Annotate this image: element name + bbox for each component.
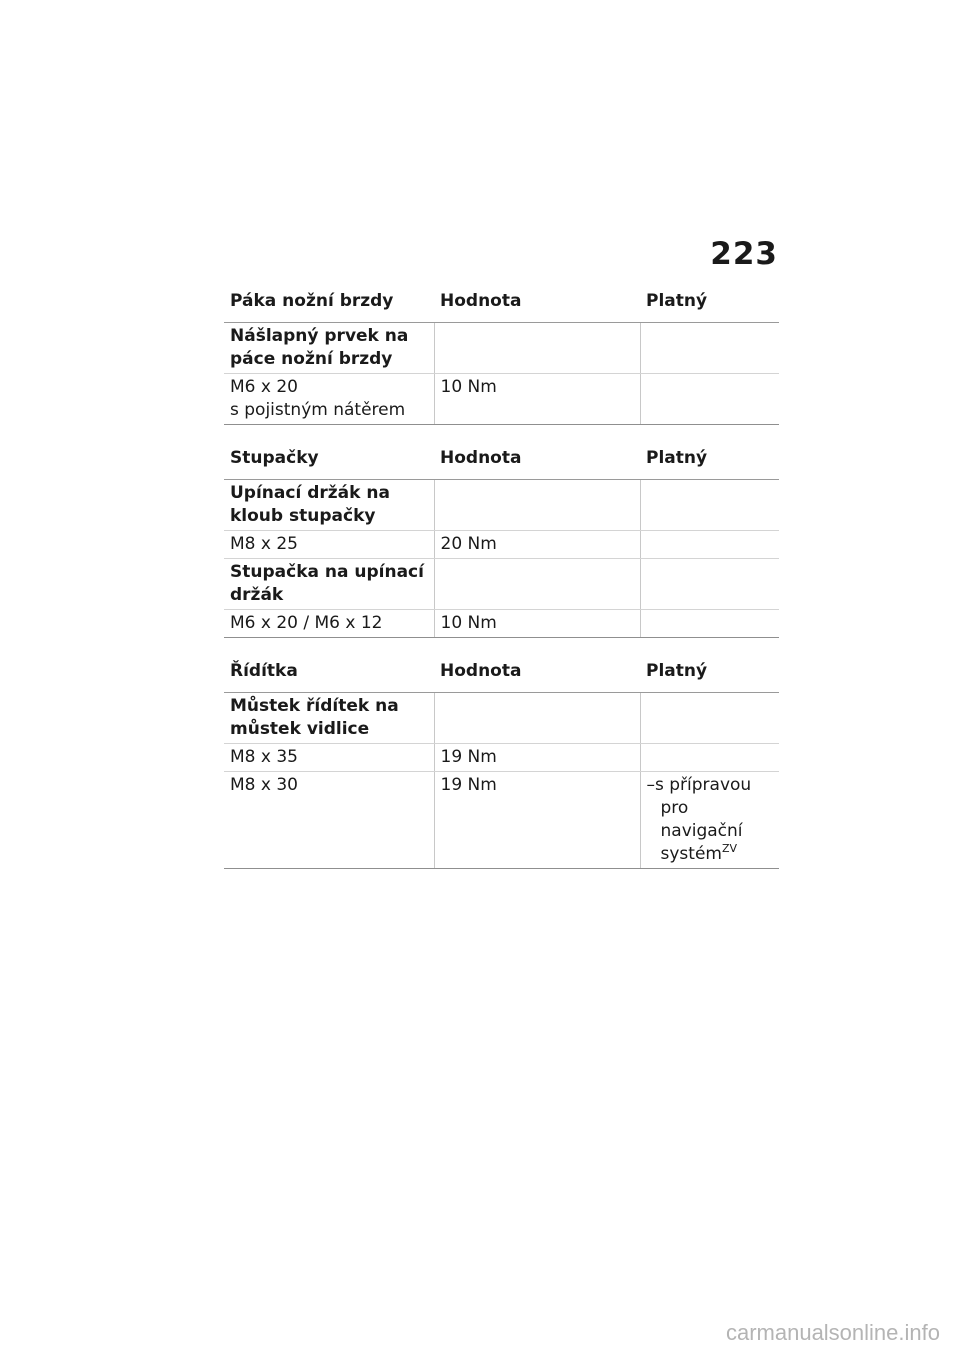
valid-cell bbox=[640, 610, 779, 638]
valid-cell bbox=[640, 374, 779, 425]
valid-cell bbox=[640, 480, 779, 531]
table-row bbox=[224, 559, 779, 610]
value-cell: 19 Nm bbox=[434, 744, 640, 772]
table-row bbox=[224, 374, 779, 425]
part-cell: M8 x 30 bbox=[224, 772, 434, 869]
column-header-part: Páka nožní brzdy bbox=[224, 282, 434, 323]
validity-note bbox=[647, 774, 774, 866]
footrests-table bbox=[224, 439, 779, 638]
watermark: carmanualsonline.info bbox=[725, 1320, 940, 1345]
table-row bbox=[224, 772, 779, 869]
validity-note-text: –s přípravou pro navigační systém bbox=[646, 775, 752, 864]
column-header-value: Hodnota bbox=[434, 282, 640, 323]
table-header-row bbox=[224, 439, 779, 480]
value-cell: 19 Nm bbox=[434, 772, 640, 869]
table-row bbox=[224, 744, 779, 772]
brake-pedal-table bbox=[224, 282, 779, 425]
table-header-row bbox=[224, 282, 779, 323]
table-row bbox=[224, 531, 779, 559]
column-header-valid: Platný bbox=[640, 282, 779, 323]
value-cell bbox=[434, 693, 640, 744]
value-cell: 10 Nm bbox=[434, 374, 640, 425]
column-header-part: Stupačky bbox=[224, 439, 434, 480]
part-line-2: s pojistným nátěrem bbox=[230, 400, 406, 420]
part-cell: Upínací držák na kloub stupačky bbox=[224, 480, 434, 531]
column-header-part: Řídítka bbox=[224, 652, 434, 693]
valid-cell bbox=[640, 693, 779, 744]
part-cell: Můstek řídítek na můstek vidlice bbox=[224, 693, 434, 744]
valid-cell bbox=[640, 772, 779, 869]
value-cell: 20 Nm bbox=[434, 531, 640, 559]
value-cell bbox=[434, 559, 640, 610]
part-cell: Stupačka na upínací držák bbox=[224, 559, 434, 610]
part-line: M6 x 20 bbox=[230, 377, 298, 397]
valid-cell bbox=[640, 323, 779, 374]
table-row bbox=[224, 323, 779, 374]
page-number: 223 bbox=[710, 236, 778, 272]
value-cell bbox=[434, 480, 640, 531]
column-header-value: Hodnota bbox=[434, 652, 640, 693]
column-header-value: Hodnota bbox=[434, 439, 640, 480]
table-header-row bbox=[224, 652, 779, 693]
torque-tables bbox=[224, 282, 779, 869]
part-cell: Nášlapný prvek na páce nožní brzdy bbox=[224, 323, 434, 374]
part-cell: M8 x 35 bbox=[224, 744, 434, 772]
column-header-valid: Platný bbox=[640, 439, 779, 480]
column-header-valid: Platný bbox=[640, 652, 779, 693]
value-cell bbox=[434, 323, 640, 374]
handlebar-table bbox=[224, 652, 779, 869]
optional-equipment-mark: ZV bbox=[721, 842, 738, 855]
valid-cell bbox=[640, 744, 779, 772]
valid-cell bbox=[640, 531, 779, 559]
table-row bbox=[224, 693, 779, 744]
part-cell bbox=[224, 374, 434, 425]
part-cell: M8 x 25 bbox=[224, 531, 434, 559]
table-row bbox=[224, 480, 779, 531]
table-row bbox=[224, 610, 779, 638]
valid-cell bbox=[640, 559, 779, 610]
value-cell: 10 Nm bbox=[434, 610, 640, 638]
part-cell: M6 x 20 / M6 x 12 bbox=[224, 610, 434, 638]
